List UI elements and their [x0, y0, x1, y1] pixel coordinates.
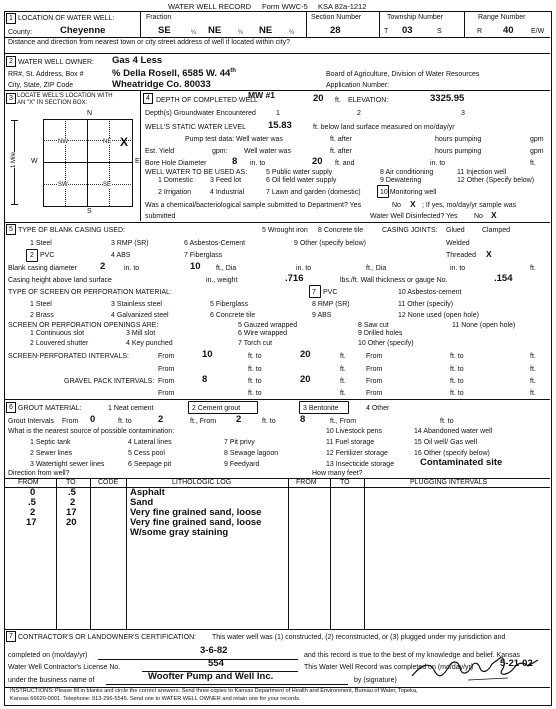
owner-value: Gas 4 Less: [112, 55, 163, 66]
log-header-plugging: PLUGGING INTERVALS: [410, 479, 488, 486]
opening-mill: 3 Mill slot: [126, 330, 156, 337]
how-many-feet-label: How many feet?: [312, 470, 363, 477]
gi-to-value: 2: [158, 414, 164, 425]
gi-ft-from: ft., From: [190, 418, 217, 425]
log-row-3-to: 17: [66, 507, 77, 518]
record-completed-label: This Water Well Record was completed on (mo/day/yr): [304, 664, 474, 671]
grout-other: 4 Other: [366, 405, 390, 412]
blank-diameter-label: Blank casing diameter: [8, 265, 77, 272]
pump-hours: hours pumping: [435, 136, 482, 143]
blank-to-value: 10: [190, 261, 201, 272]
log-header-from-2: FROM: [296, 479, 317, 486]
use-dewatering: 9 Dewatering: [380, 177, 422, 184]
fraction-label: Fraction: [146, 14, 172, 21]
screen-abs: 9 ABS: [312, 312, 332, 319]
section-6-number: 6: [6, 402, 16, 413]
casing-in-weight: in., weight: [206, 277, 238, 284]
spi-from-label-3: From: [158, 366, 175, 373]
opening-key: 4 Key punched: [126, 340, 173, 347]
casing-fiberglass: 7 Fiberglass: [184, 252, 223, 259]
casing-type-label: TYPE OF BLANK CASING USED:: [18, 227, 125, 234]
grout-cement: 2 Cement grout: [192, 405, 241, 412]
contam-watertight: 3 Watertight sewer lines: [30, 461, 105, 468]
gi-from-value: 0: [90, 414, 96, 425]
gp-ft-to-3: ft. to: [248, 390, 262, 397]
joints-welded: Welded: [446, 240, 470, 247]
bore-diameter: 8: [232, 156, 238, 167]
gi-from-label: From: [62, 418, 79, 425]
contam-other: 16 Other (specify below): [414, 450, 490, 457]
well-location-mark: X: [120, 135, 129, 149]
screen-rmp: 8 RMP (SR): [312, 301, 350, 308]
owner-label: WATER WELL OWNER:: [18, 59, 94, 66]
board-label: Board of Agriculture, Division of Water Resources: [326, 71, 480, 78]
groundwater-label: Depth(s) Groundwater Encountered: [145, 110, 256, 117]
section-number-value: 28: [330, 25, 341, 36]
contam-cesspool: 5 Cess pool: [128, 450, 165, 457]
screen-intervals-label: SCREEN-PERFORATED INTERVALS:: [8, 353, 129, 360]
casing-abs: 4 ABS: [111, 252, 131, 259]
screen-brass: 2 Brass: [30, 312, 54, 319]
chem-sample-if: ; If yes, mo/day/yr sample was: [422, 202, 517, 209]
section-3-number: 3: [6, 93, 16, 104]
screen-galvanized: 4 Galvanized steel: [111, 312, 169, 319]
contam-oilwell: 15 Oil well/ Gas well: [414, 439, 478, 446]
casing-weight-value: .716: [285, 273, 304, 284]
certification-text: This water well was (1) constructed, (2) reconstructed, or (3) plugged under my jurisdiction and: [212, 634, 506, 641]
bore-in-to: in. to: [250, 160, 266, 167]
use-monitoring: 10 Monitoring well: [380, 189, 437, 196]
section-5-number: 5: [6, 224, 16, 235]
opening-torch: 7 Torch cut: [238, 340, 273, 347]
yield-label: Est. Yield: [145, 148, 175, 155]
log-header-to-2: TO: [340, 479, 350, 486]
contractor-signature: [408, 654, 542, 684]
opening-gauzed: 5 Gauzed wrapped: [238, 322, 298, 329]
screen-fiberglass: 5 Fiberglass: [210, 301, 249, 308]
log-row-1-to: .5: [68, 487, 76, 498]
log-row-1-from: 0: [30, 487, 36, 498]
address-value: % Della Rosell, 6585 W. 44th: [112, 68, 236, 80]
section-2-number: 2: [6, 56, 16, 67]
grout-neat: 1 Neat cement: [108, 405, 154, 412]
log-row-2-desc: Sand: [130, 497, 154, 508]
blank-dia-1: ft., Dia: [216, 265, 237, 272]
section-7-number: 7: [6, 631, 16, 642]
gi-ft-to: ft. to: [118, 418, 132, 425]
depth-label: DEPTH OF COMPLETED WELL: [156, 97, 258, 104]
gp-ft-to-2: ft. to: [450, 378, 464, 385]
gp-ft-to: ft. to: [248, 378, 262, 385]
section-4-number: 4: [143, 93, 153, 104]
log-row-4-to: 20: [66, 517, 77, 528]
log-row-3-from: 2: [30, 507, 36, 518]
spi-ft-to-4: ft. to: [450, 366, 464, 373]
gp-to-value: 20: [300, 374, 311, 385]
log-row-4-from: 17: [26, 517, 37, 528]
gp-ft: ft.: [340, 378, 346, 385]
elevation-label: ELEVATION:: [348, 97, 389, 104]
location-label: LOCATION OF WATER WELL:: [18, 15, 115, 22]
gp-from-label-3: From: [158, 390, 175, 397]
depth-value: 20: [313, 93, 324, 104]
spi-ft-2: ft.: [530, 353, 536, 360]
blank-in-to: in. to: [124, 265, 140, 272]
joints-label: CASING JOINTS:: [382, 227, 438, 234]
application-label: Application Number:: [326, 82, 390, 89]
quadrant-ne: NE: [103, 139, 112, 145]
casing-steel: 1 Steel: [30, 240, 52, 247]
yield-after: ft. after: [330, 148, 352, 155]
business-label: under the business name of: [8, 677, 95, 684]
spi-to-value: 20: [300, 349, 311, 360]
chem-sample-label: Was a chemical/bacteriological sample submitted to Department? Yes: [145, 202, 362, 209]
blank-dia-2: ft., Dia: [366, 265, 387, 272]
openings-label: SCREEN OR PERFORATION OPENINGS ARE:: [8, 322, 159, 329]
blank-in-to-3: in. to: [450, 265, 466, 272]
township-value: 03: [402, 25, 413, 36]
gi-ft-to-3: ft. to: [440, 418, 454, 425]
screen-concrete: 6 Concrete tile: [210, 312, 256, 319]
gp-from-label: From: [158, 378, 175, 385]
spi-ft: ft.: [340, 353, 346, 360]
gi-ft-to-2: ft. to: [262, 418, 276, 425]
bore-depth: 20: [312, 156, 323, 167]
use-public: 5 Public water supply: [266, 169, 333, 176]
fraction-1: SE: [158, 25, 171, 36]
spi-ft-3: ft.: [340, 366, 346, 373]
gp-from-label-4: From: [366, 390, 383, 397]
opening-saw: 8 Saw cut: [358, 322, 389, 329]
spi-from-value: 10: [202, 349, 213, 360]
log-header-code: CODE: [98, 479, 119, 486]
use-feedlot: 3 Feed lot: [210, 177, 242, 184]
log-row-2-from: .5: [28, 497, 36, 508]
gp-from-value: 8: [202, 374, 208, 385]
contam-lateral: 4 Lateral lines: [128, 439, 172, 446]
bore-ft: ft.: [530, 160, 536, 167]
casing-asbestos: 6 Asbestos-Cement: [184, 240, 246, 247]
use-industrial: 4 Industrial: [210, 189, 245, 196]
gp-ft-to-4: ft. to: [450, 390, 464, 397]
grout-bentonite: 3 Bentonite: [303, 405, 339, 412]
business-name: Woofter Pump and Well Inc.: [148, 671, 274, 682]
casing-pvc: PVC: [40, 252, 55, 259]
gravel-pack-label: GRAVEL PACK INTERVALS:: [64, 378, 155, 385]
joints-glued: Glued: [446, 227, 465, 234]
city-label: City, State, ZIP Code: [8, 82, 74, 89]
quarter-3: ¼: [289, 30, 295, 36]
blank-ft: ft.: [530, 265, 536, 272]
opening-other: 10 Other (specify): [358, 340, 414, 347]
contam-sewer: 2 Sewer lines: [30, 450, 73, 457]
spi-from-label-4: From: [366, 366, 383, 373]
yield-gpm: gpm:: [212, 148, 228, 155]
range-ew: E/W: [531, 28, 545, 35]
form-title: WATER WELL RECORD: [168, 2, 252, 11]
township-suffix: S: [437, 28, 442, 35]
blank-in-to-2: in. to: [296, 265, 312, 272]
contam-site-value: Contaminated site: [420, 457, 503, 468]
blank-diameter-value: 2: [100, 261, 106, 272]
screen-other: 11 Other (specify): [398, 301, 454, 308]
gi-ft-from-2: ft., From: [330, 418, 357, 425]
elevation-value: 3325.95: [430, 93, 465, 104]
quarter-1: ¼: [191, 30, 197, 36]
true-statement: and this record is true to the best of my knowledge and belief. Kansas: [304, 652, 520, 659]
completed-date: 3-6-82: [200, 645, 228, 656]
contam-seepage: 6 Seepage pit: [128, 461, 172, 468]
address-label: RR#, St. Address, Box #: [8, 71, 84, 78]
bore-label: Bore Hole Diameter: [145, 160, 207, 167]
contam-privy: 7 Pit privy: [224, 439, 255, 446]
range-prefix: R: [477, 28, 483, 35]
instructions-line-2: Kansas 66620-0001. Telephone: 913-296-5545. Send one to WATER WELL OWNER and retain one for your records.: [10, 696, 301, 702]
log-header-lithologic: LITHOLOGIC LOG: [172, 479, 232, 486]
log-row-3-desc: Very fine grained sand, loose: [130, 507, 262, 518]
township-label: Township Number: [387, 14, 444, 21]
record-completed-date: 5-21-02: [500, 658, 533, 669]
spi-from-label: From: [158, 353, 175, 360]
contamination-label: What is the nearest source of possible contamination:: [8, 428, 175, 435]
section-grid: [43, 119, 133, 207]
gi-from-value-2: 2: [236, 414, 242, 425]
wall-thickness-value: .154: [494, 273, 513, 284]
groundwater-3: 3: [461, 110, 465, 117]
screen-none: 12 None used (open hole): [398, 312, 479, 319]
contam-livestock: 10 Livestock pens: [326, 428, 383, 435]
use-domestic: 1 Domestic: [158, 177, 194, 184]
static-level-suffix: ft. below land surface measured on mo/day/yr: [313, 124, 455, 131]
log-row-5-desc: W/some gray staining: [130, 527, 229, 538]
spi-ft-4: ft.: [530, 366, 536, 373]
joints-clamped: Clamped: [482, 227, 511, 234]
license-label: Water Well Contractor's License No.: [8, 664, 121, 671]
joints-threaded-x: X: [486, 249, 492, 259]
pump-after: ft. after: [330, 136, 352, 143]
opening-louvered: 2 Louvered shutter: [30, 340, 89, 347]
casing-rmp: 3 RMP (SR): [111, 240, 149, 247]
screen-steel: 1 Steel: [30, 301, 52, 308]
bore-in-to-2: in. to: [430, 160, 446, 167]
county-label: County:: [8, 29, 33, 36]
north-label: N: [87, 110, 93, 117]
log-header-to: TO: [66, 479, 76, 486]
contam-fuel: 11 Fuel storage: [326, 439, 375, 446]
section-1-number: 1: [6, 13, 16, 24]
quadrant-se: SE: [103, 182, 112, 188]
opening-drilled: 9 Drilled holes: [358, 330, 403, 337]
county-value: Cheyenne: [60, 25, 106, 36]
range-label: Range Number: [478, 14, 526, 21]
log-row-1-desc: Asphalt: [130, 487, 165, 498]
uses-label: WELL WATER TO BE USED AS:: [145, 169, 248, 176]
contam-septic: 1 Septic tank: [30, 439, 71, 446]
grout-intervals-label: Grout Intervals: [8, 418, 54, 425]
locate-label-1: LOCATE WELL'S LOCATION WITH: [17, 93, 113, 99]
license-number: 554: [208, 658, 224, 669]
city-value: Wheatridge Co. 80033: [112, 79, 211, 90]
screen-pvc: PVC: [323, 289, 338, 296]
log-row-4-desc: Very fine grained sand, loose: [130, 517, 262, 528]
disinfected-label: Water Well Disinfected? Yes: [370, 213, 458, 220]
screen-asbestos: 10 Asbestos-cement: [398, 289, 462, 296]
casing-pvc-num: 2: [30, 252, 34, 259]
screen-type-label: TYPE OF SCREEN OR PERFORATION MATERIAL:: [8, 289, 172, 296]
disinfected-x: X: [491, 210, 497, 220]
fraction-3: NE: [259, 25, 273, 36]
grout-label: GROUT MATERIAL:: [18, 405, 82, 412]
casing-concrete: 8 Concrete tile: [318, 227, 364, 234]
static-level-value: 15.83: [268, 120, 292, 131]
quadrant-nw: NW: [58, 139, 68, 145]
contam-fertilizer: 12 Fertilizer storage: [326, 450, 388, 457]
gp-ft-3: ft.: [340, 390, 346, 397]
casing-height-label: Casing height above land surface: [8, 277, 112, 284]
by-signature-label: by (signature): [354, 677, 397, 684]
chem-sample-x: X: [410, 199, 416, 209]
groundwater-1: 1: [276, 110, 280, 117]
casing-other: 9 Other (specify below): [294, 240, 366, 247]
static-level-label: WELL'S STATIC WATER LEVEL: [145, 124, 247, 131]
disinfected-no: No: [474, 213, 483, 220]
south-label: S: [87, 208, 92, 215]
use-ac: 8 Air conditioning: [380, 169, 434, 176]
ksa-reference: KSA 82a-1212: [318, 2, 367, 11]
certification-label: CONTRACTOR'S OR LANDOWNER'S CERTIFICATION:: [18, 634, 197, 641]
contam-feedyard: 9 Feedyard: [224, 461, 260, 468]
use-irrigation: 2 Irrigation: [158, 189, 192, 196]
contam-abandoned: 14 Abandoned water well: [414, 428, 493, 435]
gp-from-label-2: From: [366, 378, 383, 385]
gi-to-value-2: 8: [300, 414, 306, 425]
depth-unit: ft.: [335, 97, 341, 104]
direction-label: Direction from well?: [8, 470, 70, 477]
screen-pvc-num: 7: [312, 289, 316, 296]
use-oilfield: 6 Oil field water supply: [266, 177, 337, 184]
fraction-2: NE: [208, 25, 222, 36]
quadrant-sw: SW: [58, 182, 68, 188]
use-other: 12 Other (Specify below): [457, 177, 535, 184]
casing-wrought: 5 Wrought iron: [262, 227, 308, 234]
mile-scale: 1 Mile: [11, 151, 18, 169]
pump-gpm: gpm: [530, 136, 544, 143]
use-lawn: 7 Lawn and garden (domestic): [266, 189, 361, 196]
township-prefix: T: [384, 28, 389, 35]
spi-ft-to-2: ft. to: [450, 353, 464, 360]
spi-from-label-2: From: [366, 353, 383, 360]
instructions-line-1: INSTRUCTIONS: Please fill in blanks and circle the correct answers. Send three copies to Kansas Department of Health and Environment, Bureau of Water, Topeka,: [10, 688, 418, 694]
completed-label: completed on (mo/day/yr): [8, 652, 88, 659]
spi-ft-to: ft. to: [248, 353, 262, 360]
groundwater-2: 2: [357, 110, 361, 117]
screen-stainless: 3 Stainless steel: [111, 301, 162, 308]
pump-test-label: Pump test data: Well water was: [185, 136, 283, 143]
yield-gpm-2: gpm: [530, 148, 544, 155]
use-injection: 11 Injection well: [457, 169, 507, 176]
opening-continuous: 1 Continuous slot: [30, 330, 85, 337]
section-number-label: Section Number: [311, 14, 362, 21]
log-row-2-to: 2: [70, 497, 76, 508]
submitted-label: submitted: [145, 213, 176, 220]
gp-ft-4: ft.: [530, 390, 536, 397]
form-number: Form WWC-5: [262, 2, 308, 11]
gp-ft-2: ft.: [530, 378, 536, 385]
range-value: 40: [503, 25, 514, 36]
spi-ft-to-3: ft. to: [248, 366, 262, 373]
quarter-2: ¼: [238, 30, 244, 36]
casing-lbs: lbs./ft. Wall thickness or gauge No.: [340, 277, 448, 284]
distance-label: Distance and direction from nearest town or city street address of well if located within city?: [8, 39, 291, 46]
opening-wire: 6 Wire wrapped: [238, 330, 288, 337]
east-label: E: [135, 158, 140, 165]
yield-hours: hours pumping: [435, 148, 482, 155]
locate-label-2: AN "X" IN SECTION BOX:: [17, 100, 88, 106]
west-label: W: [31, 158, 38, 165]
chem-sample-no: No: [392, 202, 401, 209]
contam-insecticide: 13 Insecticide storage: [326, 461, 395, 468]
yield-water-was: Well water was: [244, 148, 291, 155]
joints-threaded: Threaded: [446, 252, 476, 259]
log-header-from: FROM: [18, 479, 39, 486]
monitoring-well-id: MW #1: [248, 90, 275, 100]
bore-and: ft. and: [335, 160, 355, 167]
contam-lagoon: 8 Sewage lagoon: [224, 450, 279, 457]
opening-none: 11 None (open hole): [452, 322, 516, 329]
